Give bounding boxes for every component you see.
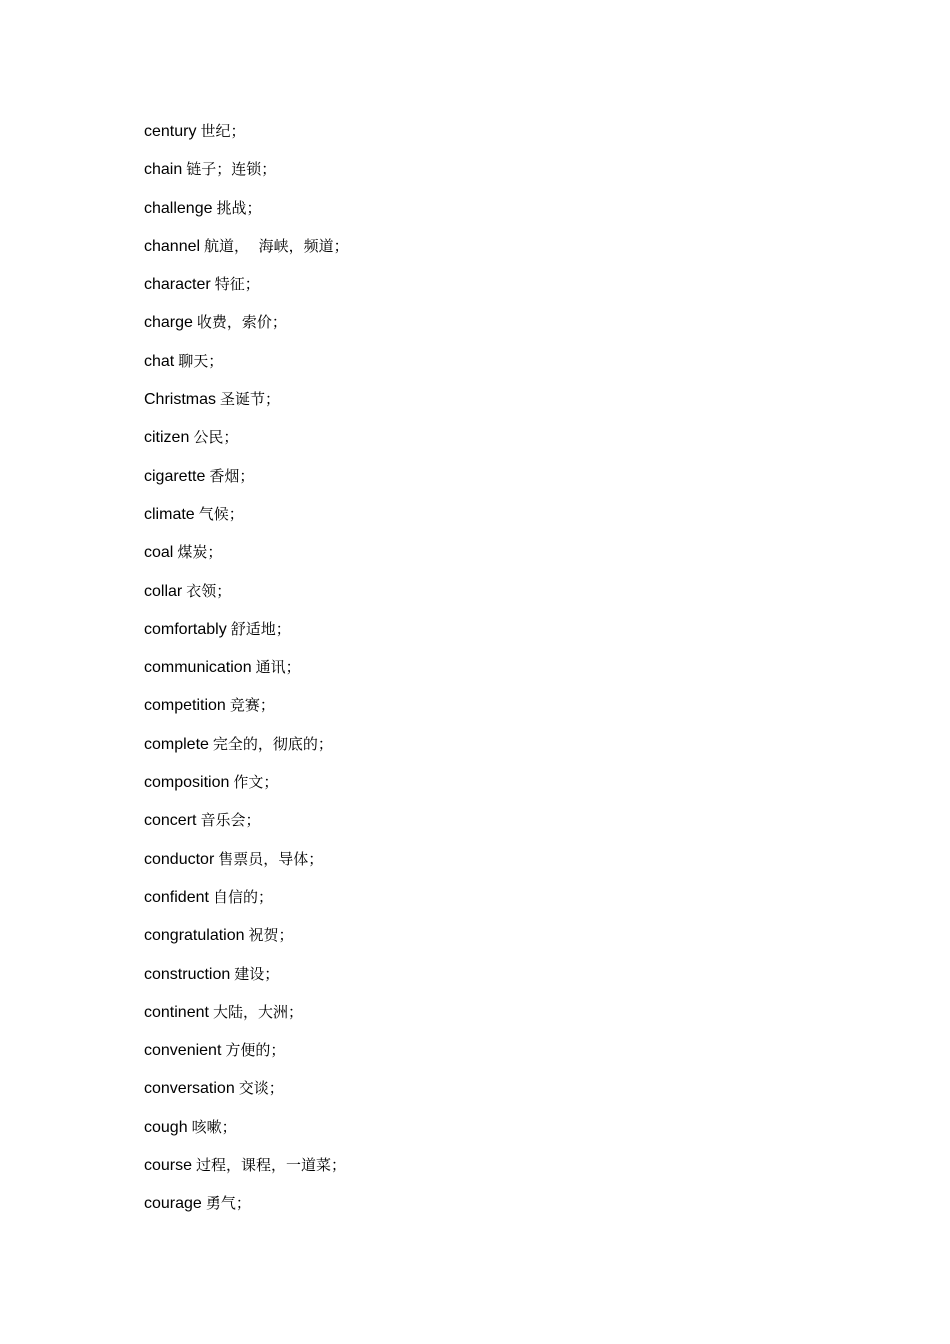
vocabulary-entry: [144, 236, 349, 274]
vocabulary-entry: [144, 1117, 349, 1155]
entry-meaning: 舒适地；: [230, 619, 291, 638]
vocabulary-entry: [144, 1040, 349, 1078]
entry-word: collar: [144, 582, 183, 600]
entry-meaning: 通讯；: [255, 658, 301, 677]
entry-word: complete: [144, 735, 209, 753]
entry-word: concert: [144, 812, 197, 830]
vocabulary-entry: [144, 274, 349, 312]
entry-meaning: 交谈；: [238, 1079, 284, 1098]
vocabulary-entry: [144, 657, 349, 695]
vocabulary-entry: [144, 810, 349, 848]
entry-word: composition: [144, 774, 230, 792]
vocabulary-entry: [144, 466, 349, 504]
entry-meaning: 煤炭；: [177, 543, 223, 562]
entry-word: citizen: [144, 429, 190, 447]
entry-meaning: 方便的；: [225, 1041, 286, 1060]
entry-word: character: [144, 276, 211, 294]
entry-word: course: [144, 1157, 193, 1175]
entry-meaning: 气候；: [198, 504, 244, 523]
entry-meaning: 完全的，彻底的；: [212, 734, 333, 753]
entry-meaning: 勇气；: [205, 1194, 251, 1213]
vocabulary-entry: [144, 1193, 349, 1231]
entry-meaning: 衣领；: [186, 581, 232, 600]
entry-word: congratulation: [144, 927, 245, 945]
vocabulary-entry: [144, 734, 349, 772]
vocabulary-entry: [144, 772, 349, 810]
entry-word: convenient: [144, 1042, 222, 1060]
entry-meaning: 链子；连锁；: [186, 160, 277, 179]
entry-word: courage: [144, 1195, 202, 1213]
entry-meaning: 售票员，导体；: [218, 849, 324, 868]
entry-word: competition: [144, 697, 226, 715]
entry-word: comfortably: [144, 620, 227, 638]
entry-word: conductor: [144, 850, 215, 868]
vocabulary-entry: [144, 389, 349, 427]
entry-meaning: 挑战；: [216, 198, 262, 217]
entry-meaning: 竞赛；: [229, 696, 275, 715]
entry-meaning: 公民；: [193, 428, 239, 447]
entry-meaning: 大陆，大洲；: [212, 1002, 303, 1021]
entry-meaning: 自信的；: [212, 887, 273, 906]
vocabulary-entry: [144, 1002, 349, 1040]
entry-meaning: 咳嗽；: [191, 1117, 237, 1136]
entry-word: century: [144, 123, 197, 140]
vocabulary-entry: [144, 619, 349, 657]
entry-word: challenge: [144, 199, 213, 217]
entry-word: communication: [144, 659, 252, 677]
entry-meaning: 作文；: [233, 773, 279, 792]
entry-word: charge: [144, 314, 193, 332]
vocabulary-entry: [144, 695, 349, 733]
entry-word: climate: [144, 505, 195, 523]
entry-word: construction: [144, 965, 231, 983]
entry-meaning: 特征；: [214, 275, 260, 294]
vocabulary-entry: [144, 1078, 349, 1116]
vocabulary-entry: [144, 198, 349, 236]
entry-meaning: 建设；: [234, 964, 280, 983]
entry-word: cough: [144, 1118, 188, 1136]
vocabulary-entry: [144, 581, 349, 619]
entry-meaning: 香烟；: [209, 466, 255, 485]
entry-meaning: 过程，课程，一道菜；: [196, 1156, 347, 1175]
entry-word: cigarette: [144, 467, 206, 485]
entry-word: chain: [144, 161, 183, 179]
entry-meaning: 世纪；: [200, 122, 246, 140]
vocabulary-list: [144, 121, 349, 1232]
vocabulary-entry: [144, 925, 349, 963]
entry-word: coal: [144, 544, 174, 562]
entry-word: continent: [144, 1003, 209, 1021]
vocabulary-entry: [144, 159, 349, 197]
entry-word: chat: [144, 352, 175, 370]
entry-meaning: 航道， 海峡，频道；: [204, 236, 349, 255]
vocabulary-entry: [144, 887, 349, 925]
entry-meaning: 祝贺；: [248, 926, 294, 945]
entry-meaning: 聊天；: [178, 351, 224, 370]
entry-meaning: 圣诞节；: [220, 390, 281, 409]
vocabulary-entry: [144, 312, 349, 350]
vocabulary-entry: [144, 964, 349, 1002]
entry-meaning: 收费，索价；: [196, 313, 287, 332]
vocabulary-entry: [144, 849, 349, 887]
vocabulary-entry: [144, 542, 349, 580]
vocabulary-entry: [144, 351, 349, 389]
vocabulary-entry: [144, 121, 349, 159]
vocabulary-entry: [144, 427, 349, 465]
entry-meaning: 音乐会；: [200, 811, 261, 830]
entry-word: conversation: [144, 1080, 235, 1098]
entry-word: channel: [144, 237, 201, 255]
entry-word: confident: [144, 888, 209, 906]
vocabulary-entry: [144, 504, 349, 542]
vocabulary-entry: [144, 1155, 349, 1193]
entry-word: Christmas: [144, 391, 217, 409]
